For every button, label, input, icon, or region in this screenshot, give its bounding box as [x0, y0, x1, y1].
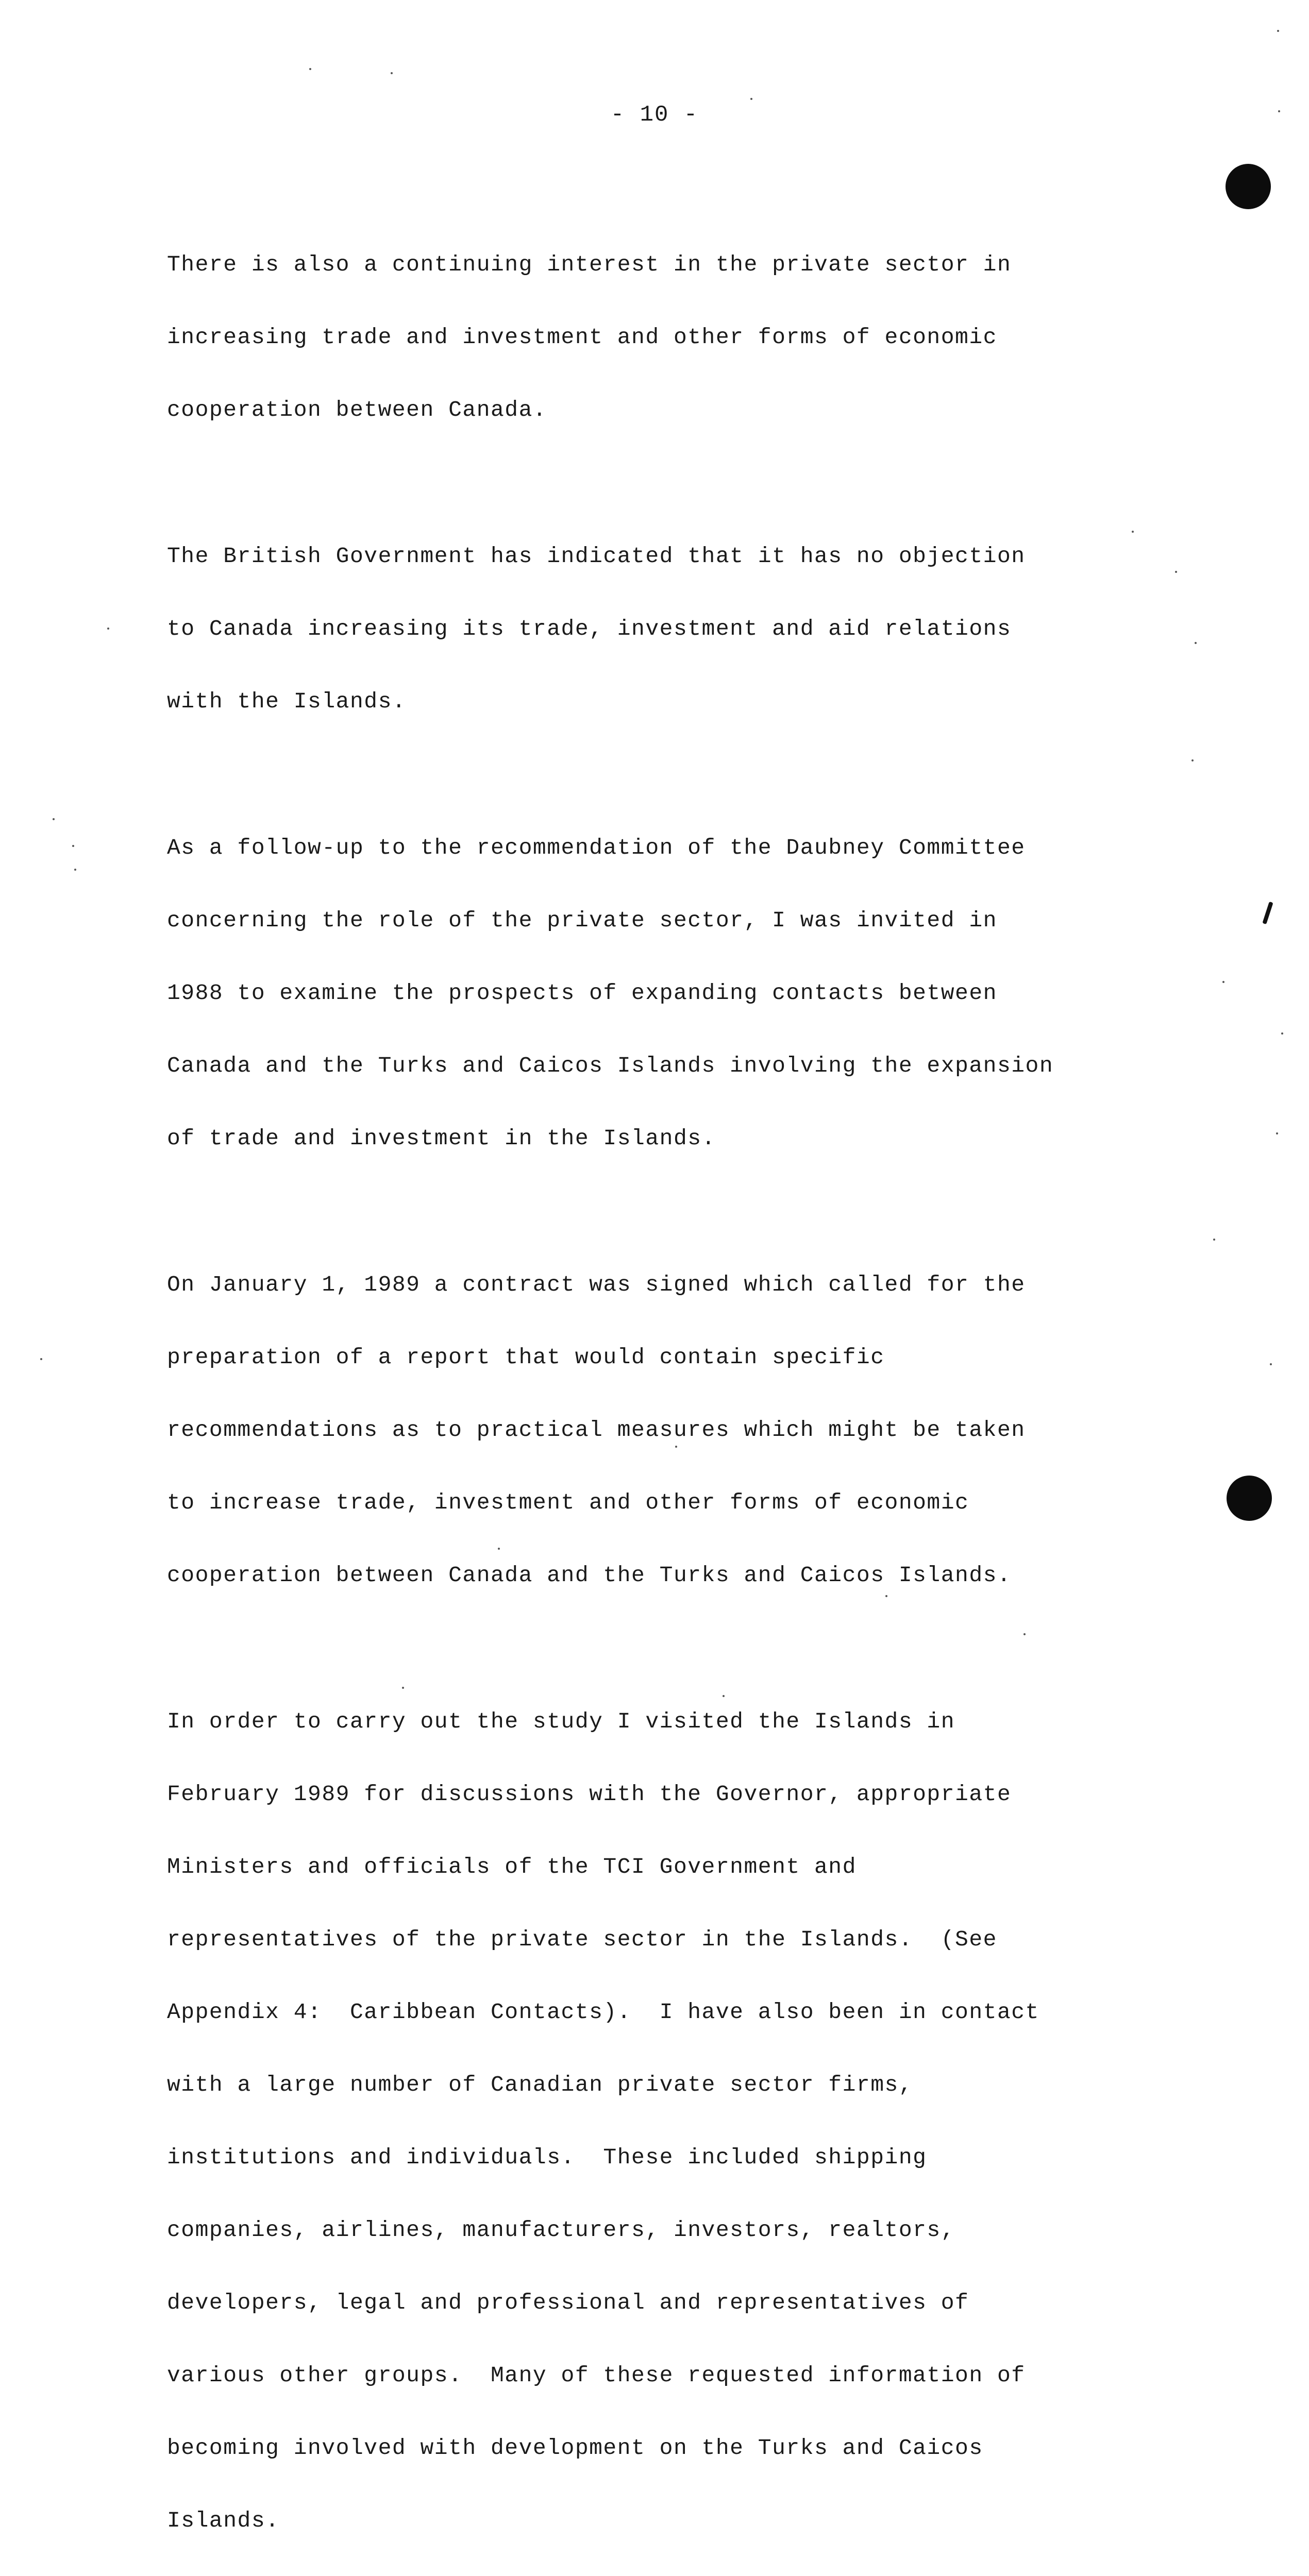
body-text [167, 204, 1146, 2576]
paragraph: As a follow-up to the recommendation of the Daubney Committee concerning the role of the private sector, I was invited in 1988 to examine the prospects of expanding contacts between Canada and the Turks and Caicos Islands involving the expansion of trade and investment in the Islands. [167, 835, 1054, 1151]
paragraph: In order to carry out the study I visited the Islands in February 1989 for discussions with the Governor, appropriate Ministers and officials of the TCI Government and representatives of the private sector in the Islands. (See Appendix 4: Caribbean Contacts). I have also been in contact with a large number of Canadian private sector firms, institutions and individuals. These included shipping companies, airlines, manufacturers, investors, realtors, developers, legal and professional and representatives of various other groups. Many of these requested information of becoming involved with development on the Turks and Caicos Islands. [167, 1709, 1039, 2533]
punch-hole-bottom [1227, 1476, 1272, 1521]
margin-mark [1262, 902, 1273, 924]
page-number: - 10 - [610, 102, 699, 128]
punch-hole-top [1226, 164, 1271, 209]
paragraph: There is also a continuing interest in the private sector in increasing trade and investment and other forms of economic cooperation between Canada. [167, 252, 1012, 422]
paragraph: The British Government has indicated that it has no objection to Canada increasing its trade, investment and aid relations with the Islands. [167, 544, 1026, 714]
paragraph: On January 1, 1989 a contract was signed which called for the preparation of a report that would contain specific recommendations as to practical measures which might be taken to increase trade, investment and other forms of economic cooperation between Canada and the Turks and Caicos Islands. [167, 1272, 1026, 1588]
